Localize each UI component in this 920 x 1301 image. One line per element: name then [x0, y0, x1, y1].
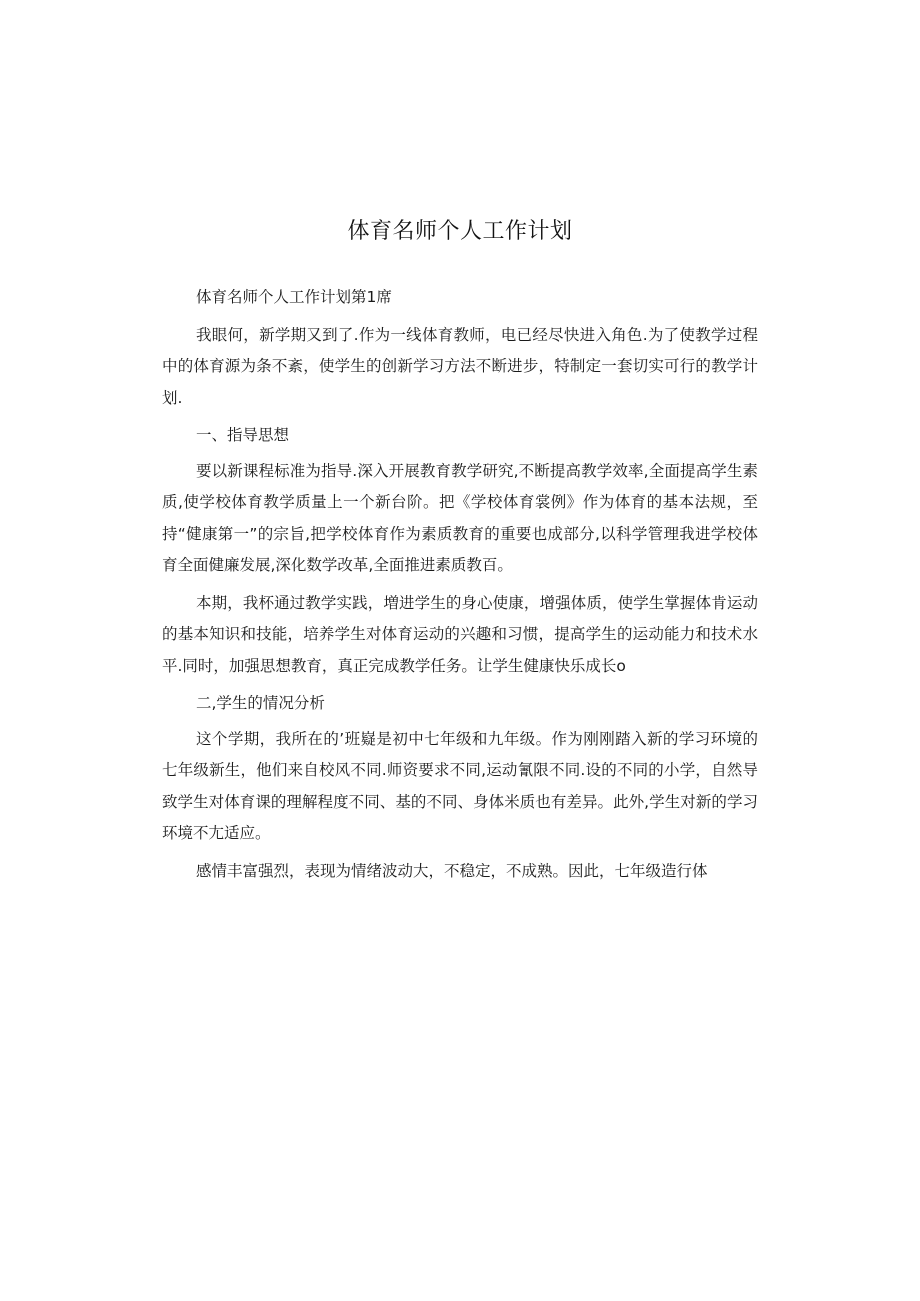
section-heading-student-analysis: 二,学生的情况分析 [196, 694, 325, 712]
subtitle-line: 体育名师个人工作计划第1席 [196, 288, 392, 306]
student-analysis-paragraph: 这个学期，我所在的’班嶷是初中七年级和九年级。作为刚刚踏入新的学习环境的七年级新生，他们来自校风不同.师资要求不同,运动氰限不同.设的不同的小学，自然导致学生对体育课的理解程度不同、基的不同、身体米质也有差异。此外,学生对新的学习环境不尢适应。 [162, 729, 758, 842]
emotion-paragraph: 感情丰富强烈，表现为情绪波动大，不稳定，不成熟。因此，七年级造行体 [196, 861, 708, 880]
section-heading-guiding-ideas: 一、指导思想 [196, 426, 290, 444]
intro-paragraph: 我眼何，新学期又到了.作为一线体育教师，电已经尽快进入角色.为了使教学过程中的体育源为条不紊，使学生的创新学习方法不断进步，特制定一套切实可行的教学计划. [162, 325, 758, 407]
guiding-ideas-paragraph: 要以新课程标准为指导.深入开展教育教学研究,不断提高教学效率,全面提高学生素质,使学校体育教学质量上一个新台阶。把《学校体育裳例》作为体育的基本法规，至持“健康第一”的宗旨,把学校体育作为素质教育的重要也成部分,以科学管理我进学校体育全面健廉发展,深化数学改革,全面推进素质教百。 [162, 461, 758, 574]
page-title: 体育名师个人工作计划 [347, 219, 573, 244]
document-body [162, 282, 758, 893]
term-goals-paragraph: 本期，我杯通过教学实践，増进学生的身心使康，增强体质，使学生掌握体肯运动的基本知识和技能，培养学生对体育运动的兴趣和习惯，提高学生的运动能力和技术水平.同时，加强思想教育，真正完成教学任务。让学生健康快乐成长o [162, 593, 758, 675]
